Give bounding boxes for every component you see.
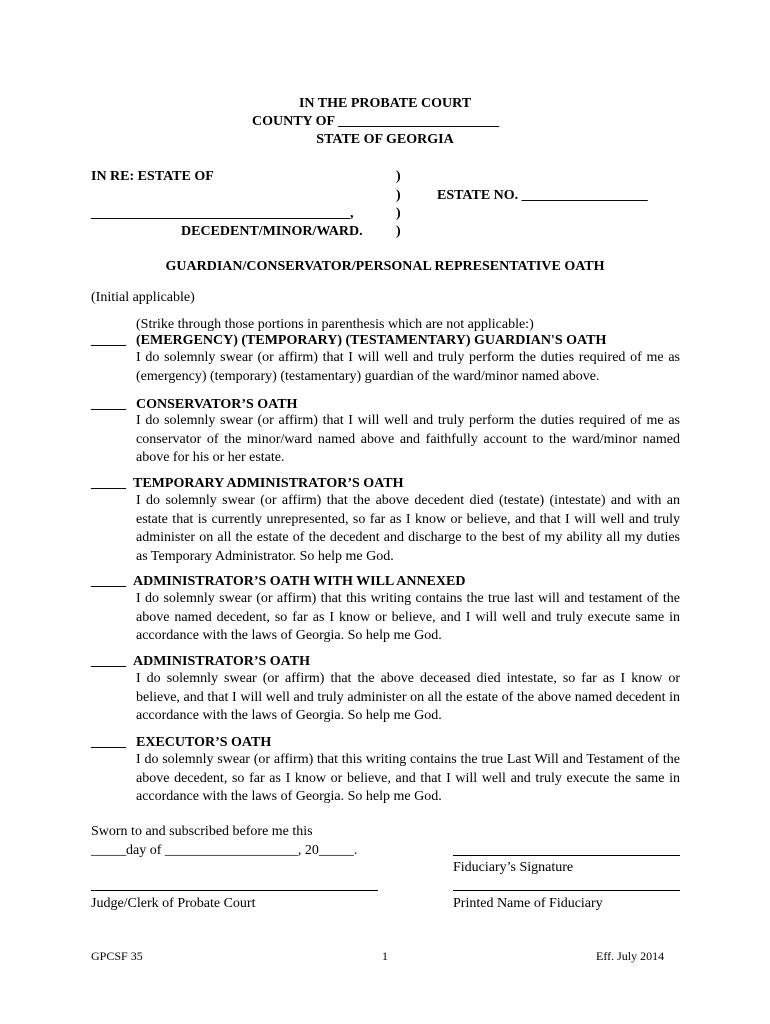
estate-number-field: ESTATE NO. __________________ (437, 188, 648, 203)
judge-clerk-label: Judge/Clerk of Probate Court (91, 896, 256, 911)
fiduciary-signature-label: Fiduciary’s Signature (453, 860, 574, 875)
oath-initial-blank: _____ (91, 654, 126, 669)
oath-heading-temporary-administrator: TEMPORARY ADMINISTRATOR’S OATH (133, 476, 404, 491)
oath-heading-administrator: ADMINISTRATOR’S OATH (133, 654, 310, 669)
oath-heading-conservator: CONSERVATOR’S OATH (136, 397, 298, 412)
party-label: DECEDENT/MINOR/WARD. (181, 224, 363, 239)
state-heading: STATE OF GEORGIA (316, 132, 454, 147)
printed-name-line (453, 890, 680, 891)
county-line: COUNTY OF _______________________ (252, 114, 500, 129)
judge-signature-line (91, 890, 378, 891)
page-number: 1 (382, 949, 388, 963)
oath-initial-blank: _____ (91, 397, 126, 412)
caption-paren: ) (396, 224, 401, 239)
form-id: GPCSF 35 (91, 949, 143, 963)
oath-text-executor: I do solemnly swear (or affirm) that this writing contains the true Last Will and Testament of the above decedent, so far as I know or believe, and that I will well and truly execute the same in accordance with the laws of Georgia. So help me God. (136, 752, 680, 805)
effective-date: Eff. July 2014 (596, 949, 665, 963)
oath-initial-blank: _____ (91, 574, 126, 589)
oath-text-conservator: I do solemnly swear (or affirm) that I will well and truly perform the duties required of me as conservator of the minor/ward named above and faithfully account to the ward/minor named above for his or her estate. (136, 413, 680, 466)
oath-heading-executor: EXECUTOR’S OATH (136, 735, 272, 750)
in-re-label: IN RE: ESTATE OF (91, 169, 214, 184)
strike-note: (Strike through those portions in parenthesis which are not applicable:) (136, 317, 534, 332)
oath-text-temporary-administrator: I do solemnly swear (or affirm) that the above decedent died (testate) (intestate) and with an estate that is currently unrepresented, so far as I know or believe, and that I will well and truly administer on all the estate of the decedent and discharge to the best of my ability all my duties as Temporary Administrator. So help me God. (136, 493, 680, 564)
oath-text-guardian: I do solemnly swear (or affirm) that I will well and truly perform the duties required of me as (emergency) (temporary) (testamentary) guardian of the ward/minor named above. (136, 350, 680, 384)
oath-initial-blank: _____ (91, 333, 126, 348)
caption-paren: ) (396, 206, 401, 221)
oath-text-administrator: I do solemnly swear (or affirm) that the above deceased died intestate, so far as I know or believe, and that I will well and truly administer on all the estate of the above named decedent in accordance with the laws of Georgia. So help me God. (136, 671, 680, 724)
printed-name-label: Printed Name of Fiduciary (453, 896, 603, 911)
oath-heading-administrator-will-annexed: ADMINISTRATOR’S OATH WITH WILL ANNEXED (133, 574, 466, 589)
date-line: _____day of ___________________, 20_____. (91, 843, 358, 858)
initial-note: (Initial applicable) (91, 290, 195, 305)
sworn-statement: Sworn to and subscribed before me this (91, 824, 313, 839)
oath-initial-blank: _____ (91, 476, 126, 491)
oath-initial-blank: _____ (91, 735, 126, 750)
caption-paren: ) (396, 169, 401, 184)
oath-text-administrator-will-annexed: I do solemnly swear (or affirm) that this writing contains the true last will and testament of the above named decedent, so far as I know or believe, and I will well and truly execute same in accordance with the laws of Georgia. So help me God. (136, 591, 680, 644)
court-heading: IN THE PROBATE COURT (298, 96, 472, 111)
caption-paren: ) (396, 188, 401, 203)
oath-heading-guardian: (EMERGENCY) (TEMPORARY) (TESTAMENTARY) GUARDIAN'S OATH (136, 333, 607, 348)
document-title: GUARDIAN/CONSERVATOR/PERSONAL REPRESENTATIVE OATH (165, 259, 605, 274)
fiduciary-signature-line (453, 855, 680, 856)
estate-name-line: _____________________________________, (91, 206, 354, 221)
